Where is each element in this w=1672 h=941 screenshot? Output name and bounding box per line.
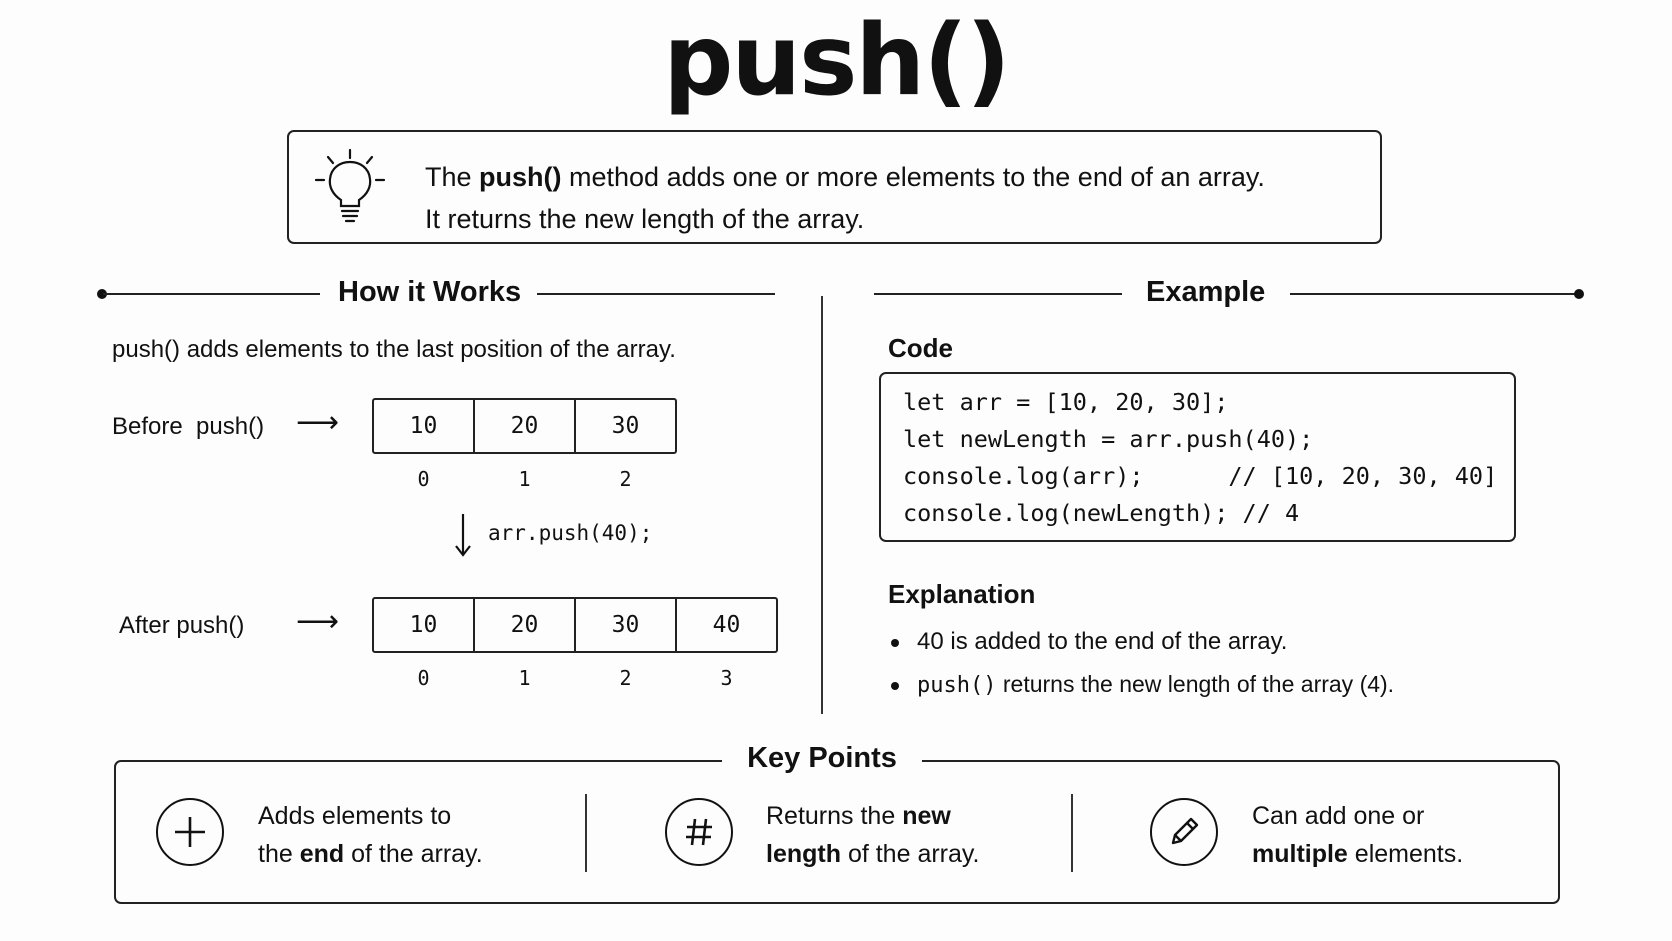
array-cell: 20 — [475, 400, 576, 452]
array-index: 1 — [518, 467, 531, 491]
code-line: console.log(arr); // [10, 20, 30, 40] — [903, 462, 1498, 490]
array-index: 2 — [619, 666, 632, 690]
after-label: After push() — [119, 612, 245, 639]
right-arrow-icon: ⟶ — [296, 406, 340, 439]
key-points-heading: Key Points — [722, 742, 922, 775]
explanation-bullet-2: push() returns the new length of the array (4). — [917, 671, 1395, 698]
array-index: 1 — [518, 666, 531, 690]
lightbulb-icon — [313, 148, 387, 228]
array-cell: 40 — [712, 612, 741, 638]
after-indices — [373, 666, 777, 690]
method-name: push() — [479, 162, 562, 192]
explanation-bullet-1: 40 is added to the end of the array. — [917, 628, 1288, 655]
array-index: 0 — [417, 467, 430, 491]
how-it-works-heading: How it Works — [338, 276, 522, 308]
page-title: push() — [663, 4, 1009, 118]
array-cell: 20 — [475, 599, 576, 651]
array-index: 2 — [619, 467, 632, 491]
array-cell: 30 — [576, 599, 677, 651]
before-indices — [373, 467, 676, 491]
how-description: push() adds elements to the last position of the array. — [112, 336, 676, 363]
example-heading: Example — [1146, 276, 1266, 308]
key-point-2: Returns the new length of the array. — [766, 802, 980, 868]
column-divider — [821, 296, 823, 714]
code-line: let arr = [10, 20, 30]; — [903, 388, 1229, 416]
after-array — [372, 597, 778, 653]
key-point-1: Adds elements to the end of the array. — [258, 802, 483, 868]
inline-code: push() — [917, 673, 997, 698]
bullet-dot — [891, 639, 899, 647]
code-line: let newLength = arr.push(40); — [903, 425, 1314, 453]
code-heading: Code — [888, 333, 953, 363]
intro-line-1: The push() method adds one or more elements to the end of an array. — [425, 162, 1265, 192]
intro-box — [287, 130, 1382, 244]
key-point-3: Can add one or multiple elements. — [1252, 802, 1464, 868]
key-points-divider — [585, 794, 587, 872]
intro-text — [425, 156, 1265, 240]
intro-line-2: It returns the new length of the array. — [425, 204, 865, 234]
header-rule — [537, 293, 775, 295]
right-arrow-icon: ⟶ — [296, 605, 340, 638]
code-block — [879, 372, 1516, 542]
array-index: 3 — [720, 666, 733, 690]
plus-icon — [156, 798, 224, 866]
array-index: 0 — [417, 666, 430, 690]
key-points-divider — [1071, 794, 1073, 872]
header-rule — [1290, 293, 1580, 295]
header-dot-right — [1574, 289, 1584, 299]
array-cell: 10 — [374, 599, 475, 651]
before-array — [372, 398, 677, 454]
header-rule — [103, 293, 320, 295]
array-cell: 10 — [374, 400, 475, 452]
pencil-icon — [1150, 798, 1218, 866]
code-line: console.log(newLength); // 4 — [903, 499, 1300, 527]
header-rule — [874, 293, 1122, 295]
down-arrow-icon — [453, 512, 473, 558]
bullet-dot — [891, 682, 899, 690]
push-operation: arr.push(40); — [488, 521, 653, 545]
hash-icon — [665, 798, 733, 866]
array-cell: 30 — [611, 413, 640, 439]
before-label: Before push() — [112, 413, 265, 440]
explanation-heading: Explanation — [888, 579, 1036, 609]
